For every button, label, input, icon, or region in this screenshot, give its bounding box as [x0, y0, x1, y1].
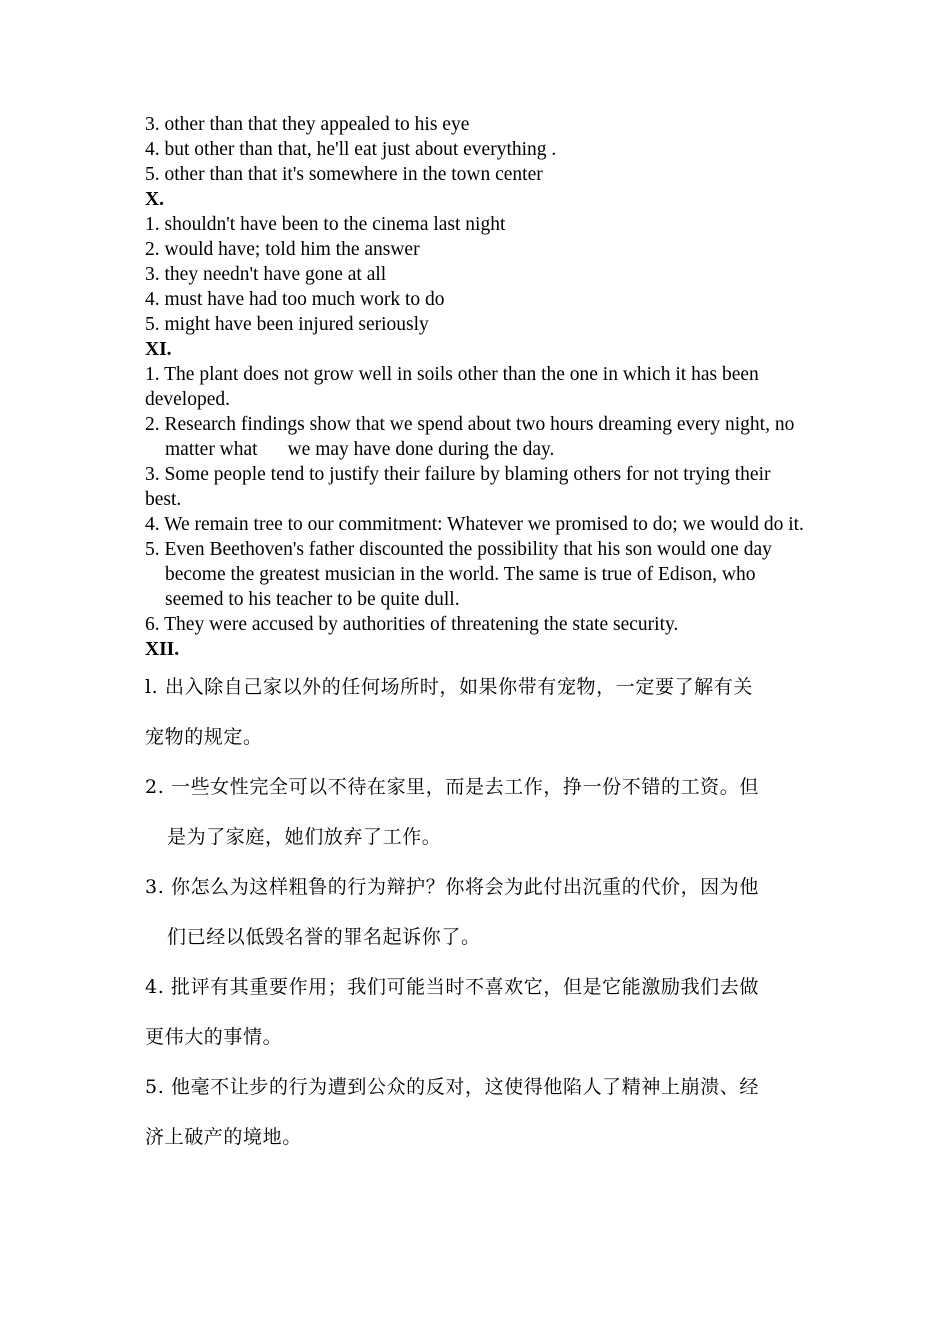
ix-answer-3: 3. other than that they appealed to his eye — [145, 114, 470, 135]
xi-answer-5: 5. Even Beethoven's father discounted the possibility that his son would one day become the greatest musician in the world. The same is true of Edison, who seemed to his teacher to be quite dull. — [145, 539, 772, 610]
xii-answer-1-line-2: 宠物的规定。 — [145, 726, 263, 748]
xi-answer-1: 1. The plant does not grow well in soils other than the one in which it has been developed. — [145, 364, 759, 410]
xi-answer-3: 3. Some people tend to justify their failure by blaming others for not trying their best. — [145, 464, 771, 510]
section-x-heading: X. — [145, 189, 164, 210]
xii-answer-2-line-2: 是为了家庭，她们放弃了工作。 — [167, 826, 442, 848]
xii-answer-5-line-1: 5. 他毫不让步的行为遭到公众的反对，这使得他陷人了精神上崩溃、经 — [145, 1076, 759, 1098]
ix-answer-4: 4. but other than that, he'll eat just about everything . — [145, 139, 557, 160]
x-answer-1: 1. shouldn't have been to the cinema last night — [145, 214, 506, 235]
answer-key-page — [145, 112, 810, 1162]
x-answer-2: 2. would have; told him the answer — [145, 239, 420, 260]
xii-answer-4-line-2: 更伟大的事情。 — [145, 1026, 283, 1048]
xii-answer-4-line-1: 4. 批评有其重要作用；我们可能当时不喜欢它，但是它能激励我们去做 — [145, 976, 759, 998]
section-xii-heading: XII. — [145, 639, 180, 660]
xii-answer-1-line-1: l. 出入除自己家以外的任何场所时，如果你带有宠物，一定要了解有关 — [145, 676, 753, 698]
x-answer-4: 4. must have had too much work to do — [145, 289, 445, 310]
section-xii-translations — [145, 662, 810, 1162]
xii-answer-2-line-1: 2. 一些女性完全可以不待在家里，而是去工作，挣一份不错的工资。但 — [145, 776, 759, 798]
x-answer-5: 5. might have been injured seriously — [145, 314, 429, 335]
xi-answer-4: 4. We remain tree to our commitment: Whatever we promised to do; we would do it. — [145, 514, 804, 535]
xii-answer-3-line-1: 3. 你怎么为这样粗鲁的行为辩护？你将会为此付出沉重的代价，因为他 — [145, 876, 759, 898]
xi-answer-2 — [145, 412, 810, 462]
xii-answer-3-line-2: 们已经以低毁名誉的罪名起诉你了。 — [167, 926, 481, 948]
xi-answer-2-part2: we may have done during the day. — [287, 439, 555, 460]
xii-answer-5-line-2: 济上破产的境地。 — [145, 1126, 302, 1148]
xi-answer-2-part1: 2. Research findings show that we spend about two hours dreaming every night, no matter what — [145, 414, 795, 460]
section-xi-heading: XI. — [145, 339, 172, 360]
xi-answer-6: 6. They were accused by authorities of threatening the state security. — [145, 614, 679, 635]
x-answer-3: 3. they needn't have gone at all — [145, 264, 387, 285]
ix-answer-5: 5. other than that it's somewhere in the town center — [145, 164, 543, 185]
